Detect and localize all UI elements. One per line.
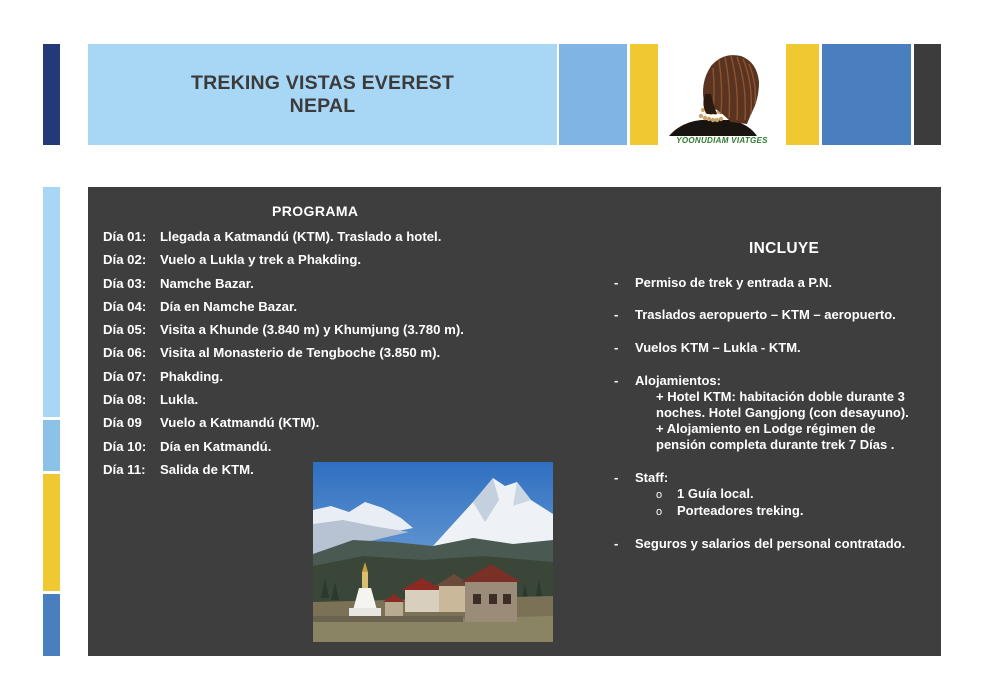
day-description: Namche Bazar. xyxy=(160,275,254,291)
day-number: Día 02: xyxy=(103,252,147,268)
day-number: Día 04: xyxy=(103,298,147,314)
header-block-blue-2 xyxy=(822,44,911,145)
staff-item: 1 Guía local. xyxy=(677,486,754,501)
logo-portrait-image xyxy=(661,44,783,145)
day-number: Día 07: xyxy=(103,368,147,384)
day-description: Día en Namche Bazar. xyxy=(160,298,298,314)
logo-caption: YOONUDIAM VIATGES xyxy=(676,136,768,145)
circle-bullet-icon: o xyxy=(656,506,663,518)
day-description: Visita a Khunde (3.840 m) y Khumjung (3.780 m). xyxy=(160,322,464,338)
dash-bullet: - xyxy=(614,536,619,551)
itinerary-day xyxy=(103,275,464,298)
staff-item: Porteadores treking. xyxy=(677,503,804,518)
content-panel xyxy=(88,187,941,656)
itinerary-day xyxy=(103,251,464,274)
itinerary-day xyxy=(103,414,464,437)
itinerary-list xyxy=(103,228,464,484)
dash-bullet: - xyxy=(614,307,619,322)
programa-heading: PROGRAMA xyxy=(272,203,359,219)
day-description: Phakding. xyxy=(160,368,224,384)
day-description: Salida de KTM. xyxy=(160,461,254,477)
circle-bullet-icon: o xyxy=(656,489,663,501)
day-number: Día 09 xyxy=(103,415,142,431)
incluye-text: Staff: xyxy=(635,470,669,485)
title-banner xyxy=(88,44,557,145)
dash-bullet: - xyxy=(614,340,619,355)
left-stripe-yellow xyxy=(43,474,60,591)
itinerary-day xyxy=(103,438,464,461)
day-number: Día 11: xyxy=(103,461,146,477)
everest-landscape-image xyxy=(313,462,553,642)
itinerary-day xyxy=(103,368,464,391)
day-description: Visita al Monasterio de Tengboche (3.850 m). xyxy=(160,345,441,361)
itinerary-day xyxy=(103,391,464,414)
day-number: Día 10: xyxy=(103,438,147,454)
header-block-yellow-2 xyxy=(786,44,819,145)
day-number: Día 03: xyxy=(103,275,147,291)
day-description: Día en Katmandú. xyxy=(160,438,272,454)
itinerary-day xyxy=(103,298,464,321)
left-stripe-blue xyxy=(43,594,60,656)
header-block-gray xyxy=(914,44,941,145)
title-line-2: NEPAL xyxy=(289,94,356,117)
day-description: Vuelo a Katmandú (KTM). xyxy=(160,415,320,431)
day-number: Día 06: xyxy=(103,345,147,361)
day-description: Vuelo a Lukla y trek a Phakding. xyxy=(160,252,362,268)
left-stripe-mid-blue xyxy=(43,420,60,471)
aloj-line: + Alojamiento en Lodge régimen de xyxy=(656,421,876,436)
company-logo xyxy=(661,44,783,145)
incluye-text: Traslados aeropuerto – KTM – aeropuerto. xyxy=(635,307,896,322)
itinerary-day xyxy=(103,228,464,251)
day-description: Llegada a Katmandú (KTM). Traslado a hotel. xyxy=(160,229,442,244)
day-number: Día 01: xyxy=(103,229,147,244)
left-stripe-navy xyxy=(43,44,60,145)
mountain-photo xyxy=(313,462,553,642)
dash-bullet: - xyxy=(614,275,619,290)
dash-bullet: - xyxy=(614,470,619,485)
aloj-line: noches. Hotel Gangjong (con desayuno). xyxy=(656,405,909,420)
itinerary-day xyxy=(103,321,464,344)
aloj-line: + Hotel KTM: habitación doble durante 3 xyxy=(656,389,905,404)
day-number: Día 05: xyxy=(103,322,147,338)
header-block-blue xyxy=(559,44,627,145)
incluye-text: Alojamientos: xyxy=(635,373,721,388)
itinerary-day xyxy=(103,344,464,367)
day-description: Lukla. xyxy=(160,392,199,408)
incluye-text: Vuelos KTM – Lukla - KTM. xyxy=(635,340,801,355)
day-number: Día 08: xyxy=(103,392,147,408)
left-stripe-light-blue xyxy=(43,187,60,417)
incluye-heading: INCLUYE xyxy=(749,240,820,257)
header-block-yellow xyxy=(630,44,658,145)
aloj-line: pensión completa durante trek 7 Días . xyxy=(656,437,895,452)
incluye-text: Permiso de trek y entrada a P.N. xyxy=(635,275,833,290)
dash-bullet: - xyxy=(614,373,619,388)
title-line-1: TREKING VISTAS EVEREST xyxy=(191,71,454,94)
incluye-text: Seguros y salarios del personal contratado. xyxy=(635,536,906,551)
